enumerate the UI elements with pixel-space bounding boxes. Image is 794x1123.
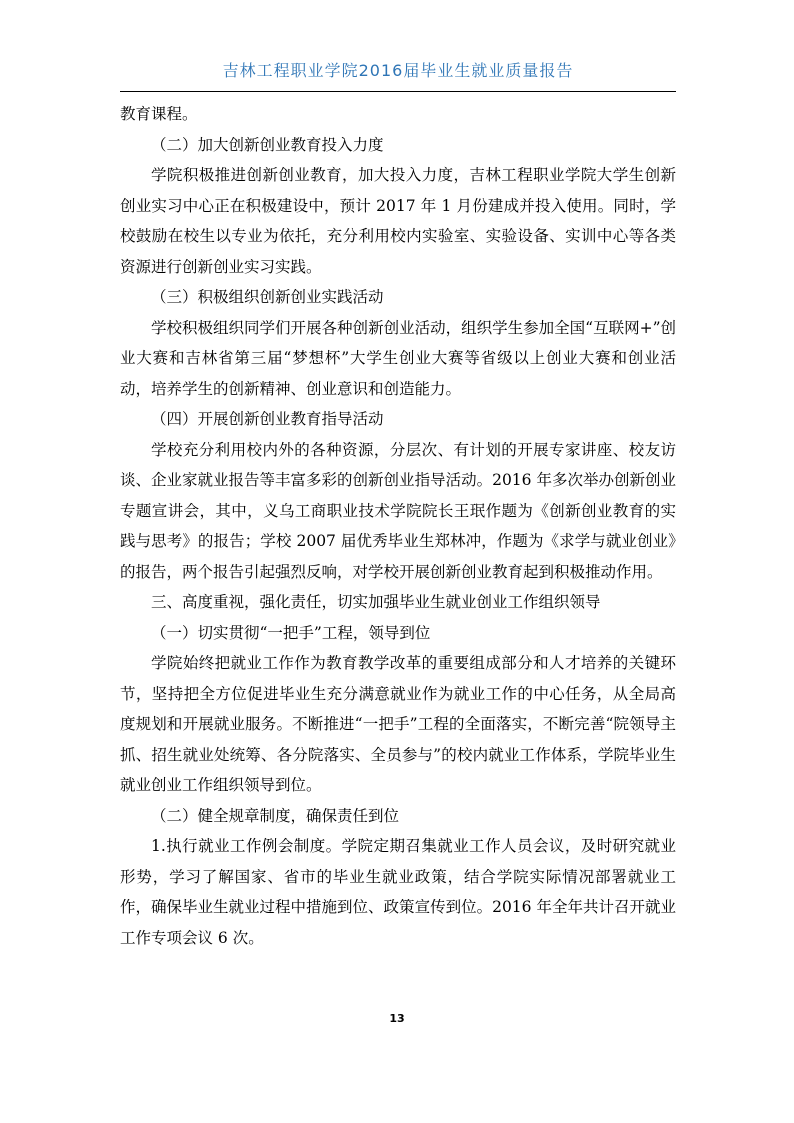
paragraph-invest: 学院积极推进创新创业教育，加大投入力度，吉林工程职业学院大学生创新创业实习中心正在积极建设中，预计 2017 年 1 月份建成并投入使用。同时，学校鼓励在校生以专业为依托，充分利用校内实验室、实验设备、实训中心等各类资源进行创新创业实习实践。: [120, 166, 676, 276]
section-heading-practice: （三）积极组织创新创业实践活动: [151, 288, 384, 306]
paragraph-rules: 1.执行就业工作例会制度。学院定期召集就业工作人员会议，及时研究就业形势，学习了解国家、省市的毕业生就业政策，结合学院实际情况部署就业工作，确保毕业生就业过程中措施到位、政策宣传到位。2016 年全年共计召开就业工作专项会议 6 次。: [120, 837, 676, 947]
section-heading-rules: （二）健全规章制度，确保责任到位: [151, 806, 400, 825]
chapter-heading-leadership: 三、高度重视，强化责任，切实加强毕业生就业创业工作组织领导: [151, 593, 601, 611]
paragraph-continuation: 教育课程。: [120, 105, 198, 123]
section-heading-invest: （二）加大创新创业教育投入力度: [151, 135, 384, 154]
page-header-title: 吉林工程职业学院2016届毕业生就业质量报告: [222, 61, 574, 80]
section-heading-guidance: （四）开展创新创业教育指导活动: [151, 410, 384, 428]
paragraph-practice: 学校积极组织同学们开展各种创新创业活动，组织学生参加全国“互联网+”创业大赛和吉林省第三届“梦想杯”大学生创业大赛等省级以上创业大赛和创业活动，培养学生的创新精神、创业意识和创造能力。: [120, 318, 676, 398]
header-divider: [120, 91, 676, 92]
document-body: [120, 99, 676, 953]
paragraph-guidance: 学校充分利用校内外的各种资源，分层次、有计划的开展专家讲座、校友访谈、企业家就业报告等丰富多彩的创新创业指导活动。2016 年多次举办创新创业专题宣讲会，其中，义乌工商职业技术学院院长王珉作题为《创新创业教育的实践与思考》的报告；学校 2007 届优秀毕业生郑林冲，作题为《求学与就业创业》的报告，两个报告引起强烈反响，对学校开展创新创业教育起到积极推动作用。: [120, 440, 676, 581]
paragraph-top-leader: 学院始终把就业工作作为教育教学改革的重要组成部分和人才培养的关键环节，坚持把全方位促进毕业生充分满意就业作为就业工作的中心任务，从全局高度规划和开展就业服务。不断推进“一把手”工程的全面落实，不断完善“院领导主抓、招生就业处统筹、各分院落实、全员参与”的校内就业工作体系，学院毕业生就业创业工作组织领导到位。: [120, 654, 676, 794]
page-number: 13: [389, 1012, 405, 1025]
section-heading-top-leader: （一）切实贯彻“一把手”工程，领导到位: [151, 623, 431, 642]
